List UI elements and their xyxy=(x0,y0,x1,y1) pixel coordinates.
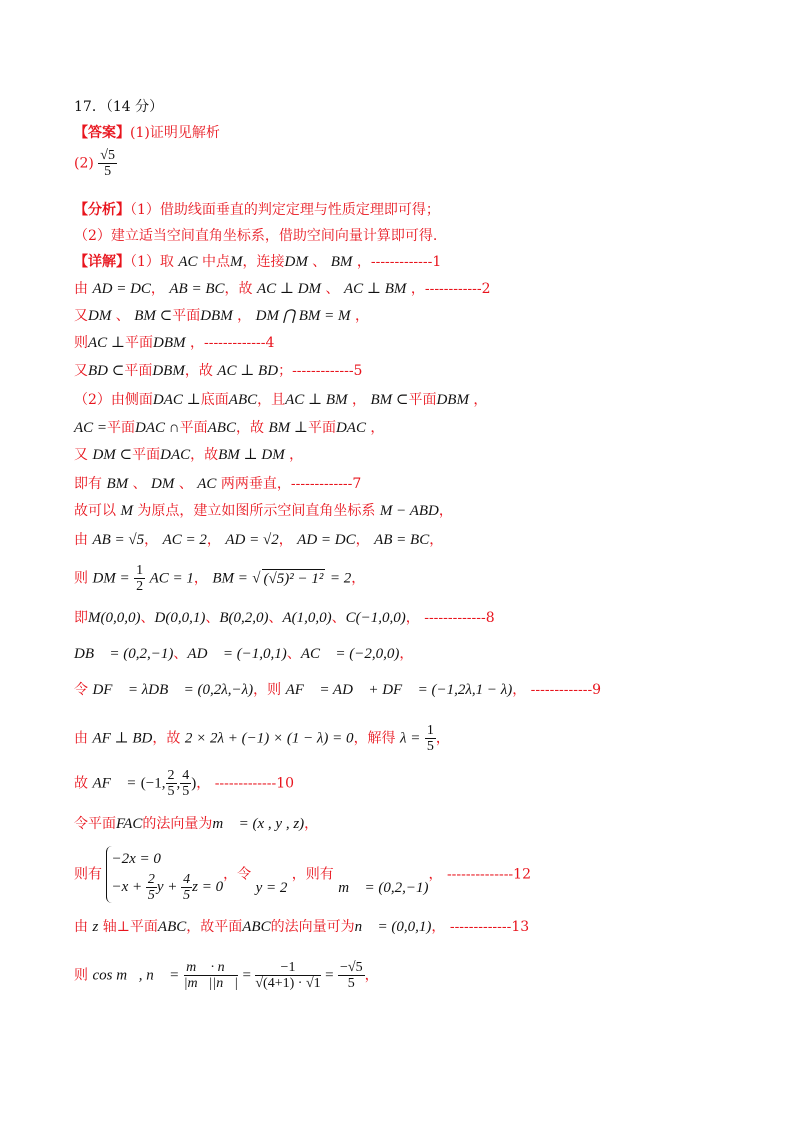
detail-line-8: 又 DM ⊂平面DAC，故BM ⊥ DM ， xyxy=(74,447,304,463)
detail-line-12: 则 DM = $\frac{1}{2}$ AC = 1， BM = √ (√5)² − 1² = 2， xyxy=(74,563,366,594)
half-fraction: $\frac{1}{2}$ xyxy=(136,563,144,594)
detail-line-18: 令平面FAC的法向量为m⃗ = (x , y , z)， xyxy=(74,816,319,832)
detail-line-6: （2）由侧面DAC ⊥底面ABC，且AC ⊥ BM ， BM ⊂平面DBM ， xyxy=(74,392,488,408)
detail-line-16: 由 AF ⊥ BD，故 2 × 2λ + (−1) × (1 − λ) = 0，解得 λ = $\frac{1}{5}$ ， xyxy=(74,723,450,754)
answer-line-2: (2) $\frac{√5}{5}$ xyxy=(74,148,115,179)
cos-fraction-3: $\frac{-√5}{5}$ xyxy=(340,960,363,991)
detail-line-17: 故 AF⃗ = (−1, $\frac{2}{5}$ , $\frac{4}{5}$ )， -------------10 xyxy=(74,768,295,799)
detail-line-14: DB⃗ = (0,2,−1)、AD⃗ = (−1,0,1)、AC⃗ = (−2,0,0)， xyxy=(74,646,414,662)
answer-tag: 【答案】 xyxy=(74,125,130,141)
detail-line-3: 又DM 、 BM ⊂平面DBM ， DM ⋂ BM = M ， xyxy=(74,308,369,324)
sqrt-radicand: (√5)² − 1² xyxy=(263,570,324,587)
equation-system: −2x = 0 −x + $\frac{2}{5}$ y + $\frac{4}{5}$ z = 0 xyxy=(106,846,223,903)
detail-line-15: 令 DF⃗ = λDB⃗ = (0,2λ,−λ)，则 AF⃗ = AD⃗ + DF⃗ = (−1,2λ,1 − λ)， -------------9 xyxy=(74,682,602,698)
detail-line-11: 由 AB = √5， AC = 2， AD = √2， AD = DC， AB = BC， xyxy=(74,532,444,548)
analysis-line-2: （2）建立适当空间直角坐标系，借助空间向量计算即可得. xyxy=(74,228,438,244)
analysis-line-1: 【分析】（1）借助线面垂直的判定定理与性质定理即可得； xyxy=(74,202,440,218)
detail-line-7: AC =平面DAC ∩平面ABC，故 BM ⊥平面DAC ， xyxy=(74,420,385,436)
answer-line-1: 【答案】(1)证明见解析 xyxy=(74,125,220,141)
detail-line-5: 又BD ⊂平面DBM，故 AC ⊥ BD；-------------5 xyxy=(74,363,363,379)
detail-line-9: 即有 BM 、 DM 、 AC 两两垂直，-------------7 xyxy=(74,476,362,492)
answer-fraction: $\frac{√5}{5}$ xyxy=(100,148,115,179)
detail-tag: 【详解】 xyxy=(74,254,130,270)
detail-line-19: 则有 −2x = 0 −x + $\frac{2}{5}$ y + $\frac{4}{5}$ z = 0 ，令 y = 2 ，则有 m⃗ = (0,2,−1) ， --------------12 xyxy=(74,846,531,903)
detail-line-2: 由 AD = DC， AB = BC，故 AC ⊥ DM 、 AC ⊥ BM ，------------2 xyxy=(74,281,491,297)
detail-line-13: 即M(0,0,0)、D(0,0,1)、B(0,2,0)、A(1,0,0)、C(−1,0,0)， -------------8 xyxy=(74,610,495,626)
af-y-fraction: $\frac{2}{5}$ xyxy=(167,768,175,799)
lambda-fraction: $\frac{1}{5}$ xyxy=(426,723,434,754)
problem-header: 17．（14 分） xyxy=(74,99,164,115)
detail-line-10: 故可以 M 为原点，建立如图所示空间直角坐标系 M − ABD， xyxy=(74,503,453,519)
detail-line-21: 则 cos m⃗, n⃗ = $\frac{m⃗ \cdot n⃗}{|m⃗||n⃗|}$ = $\frac{-1}{√(4+1) \cdot √1}$ = $\frac{-√5}{5}$ ， xyxy=(74,960,379,991)
cos-fraction-2: $\frac{-1}{√(4+1) \cdot √1}$ xyxy=(255,960,321,991)
cos-fraction-1: $\frac{m⃗ \cdot n⃗}{|m⃗||n⃗|}$ xyxy=(183,960,238,991)
detail-line-20: 由 z 轴⊥平面ABC，故平面ABC的法向量可为n⃗ = (0,0,1)， -------------13 xyxy=(74,919,530,935)
detail-line-4: 则AC ⊥平面DBM ，-------------4 xyxy=(74,335,275,351)
analysis-tag: 【分析】 xyxy=(74,202,130,218)
af-z-fraction: $\frac{4}{5}$ xyxy=(182,768,190,799)
detail-line-1: 【详解】（1）取 AC 中点M，连接DM 、 BM ，-------------1 xyxy=(74,254,442,270)
